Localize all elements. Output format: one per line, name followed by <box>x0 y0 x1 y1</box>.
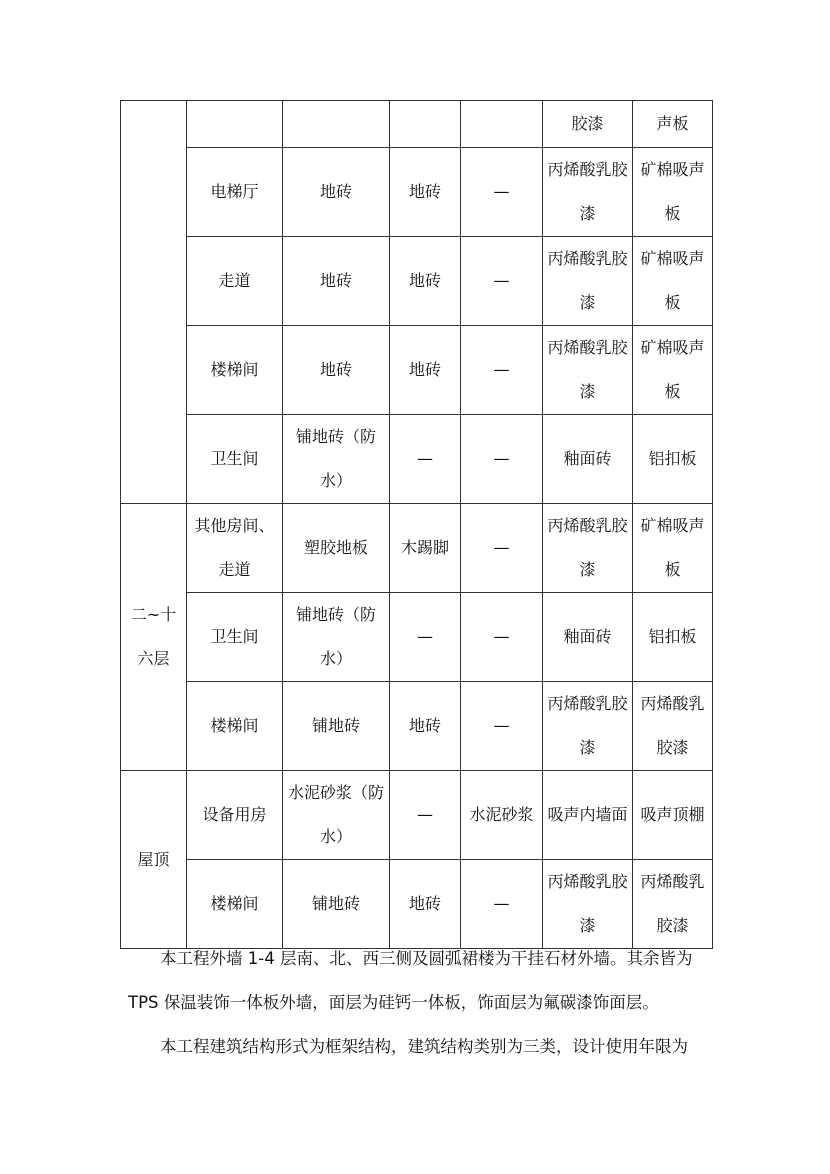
room-cell: 设备用房 <box>187 771 283 860</box>
wall-cell: 釉面砖 <box>543 593 633 682</box>
skirting-cell: 地砖 <box>390 326 461 415</box>
dado-cell: 水泥砂浆 <box>461 771 543 860</box>
table-row <box>121 101 713 148</box>
ceiling-cell: 铝扣板 <box>633 415 713 504</box>
table-row <box>121 237 713 326</box>
skirting-cell: 地砖 <box>390 237 461 326</box>
ceiling-cell: 声板 <box>633 101 713 148</box>
room-cell: 楼梯间 <box>187 860 283 949</box>
table-row <box>121 148 713 237</box>
finish-schedule-table <box>120 100 713 949</box>
skirting-cell: — <box>390 415 461 504</box>
wall-cell: 吸声内墙面 <box>543 771 633 860</box>
table-row <box>121 682 713 771</box>
paragraph-line: 本工程外墙 1-4 层南、北、西三侧及圆弧裙楼为干挂石材外墙。其余皆为 <box>160 949 693 968</box>
room-cell: 卫生间 <box>187 415 283 504</box>
ceiling-cell: 矿棉吸声板 <box>633 326 713 415</box>
table-row <box>121 860 713 949</box>
skirting-cell: — <box>390 771 461 860</box>
wall-cell: 釉面砖 <box>543 415 633 504</box>
wall-cell: 丙烯酸乳胶漆 <box>543 326 633 415</box>
table-row <box>121 326 713 415</box>
paragraph-line: TPS 保温装饰一体板外墙，面层为硅钙一体板，饰面层为氟碳漆饰面层。 <box>128 993 659 1012</box>
wall-cell: 胶漆 <box>543 101 633 148</box>
ceiling-cell: 铝扣板 <box>633 593 713 682</box>
room-cell: 电梯厅 <box>187 148 283 237</box>
dado-cell: — <box>461 682 543 771</box>
floor-finish-cell: 地砖 <box>283 237 390 326</box>
floor-finish-cell: 地砖 <box>283 148 390 237</box>
table-row <box>121 593 713 682</box>
dado-cell: — <box>461 326 543 415</box>
ceiling-cell: 吸声顶棚 <box>633 771 713 860</box>
wall-cell: 丙烯酸乳胶漆 <box>543 237 633 326</box>
floor-finish-cell: 铺地砖（防水） <box>283 593 390 682</box>
room-cell: 楼梯间 <box>187 326 283 415</box>
floor-finish-cell: 地砖 <box>283 326 390 415</box>
dado-cell: — <box>461 504 543 593</box>
ceiling-cell: 矿棉吸声板 <box>633 148 713 237</box>
floor-cell: 屋顶 <box>121 771 187 949</box>
skirting-cell: 地砖 <box>390 148 461 237</box>
room-cell <box>187 101 283 148</box>
floor-finish-cell: 塑胶地板 <box>283 504 390 593</box>
floor-finish-cell: 铺地砖 <box>283 682 390 771</box>
skirting-cell: 地砖 <box>390 860 461 949</box>
dado-cell: — <box>461 860 543 949</box>
floor-cell <box>121 101 187 504</box>
floor-finish-cell: 铺地砖（防水） <box>283 415 390 504</box>
dado-cell <box>461 101 543 148</box>
paragraph-line: 本工程建筑结构形式为框架结构，建筑结构类别为三类，设计使用年限为 <box>160 1037 688 1056</box>
wall-cell: 丙烯酸乳胶漆 <box>543 682 633 771</box>
room-cell: 卫生间 <box>187 593 283 682</box>
ceiling-cell: 丙烯酸乳胶漆 <box>633 860 713 949</box>
skirting-cell: 木踢脚 <box>390 504 461 593</box>
table-row <box>121 771 713 860</box>
ceiling-cell: 矿棉吸声板 <box>633 237 713 326</box>
room-cell: 走道 <box>187 237 283 326</box>
wall-cell: 丙烯酸乳胶漆 <box>543 504 633 593</box>
wall-cell: 丙烯酸乳胶漆 <box>543 860 633 949</box>
room-cell: 其他房间、走道 <box>187 504 283 593</box>
dado-cell: — <box>461 415 543 504</box>
ceiling-cell: 丙烯酸乳胶漆 <box>633 682 713 771</box>
floor-finish-cell: 水泥砂浆（防水） <box>283 771 390 860</box>
floor-finish-cell: 铺地砖 <box>283 860 390 949</box>
table-row <box>121 504 713 593</box>
floor-cell: 二~十六层 <box>121 504 187 771</box>
ceiling-cell: 矿棉吸声板 <box>633 504 713 593</box>
dado-cell: — <box>461 148 543 237</box>
skirting-cell <box>390 101 461 148</box>
dado-cell: — <box>461 593 543 682</box>
floor-finish-cell <box>283 101 390 148</box>
dado-cell: — <box>461 237 543 326</box>
table-row <box>121 415 713 504</box>
skirting-cell: 地砖 <box>390 682 461 771</box>
skirting-cell: — <box>390 593 461 682</box>
wall-cell: 丙烯酸乳胶漆 <box>543 148 633 237</box>
room-cell: 楼梯间 <box>187 682 283 771</box>
